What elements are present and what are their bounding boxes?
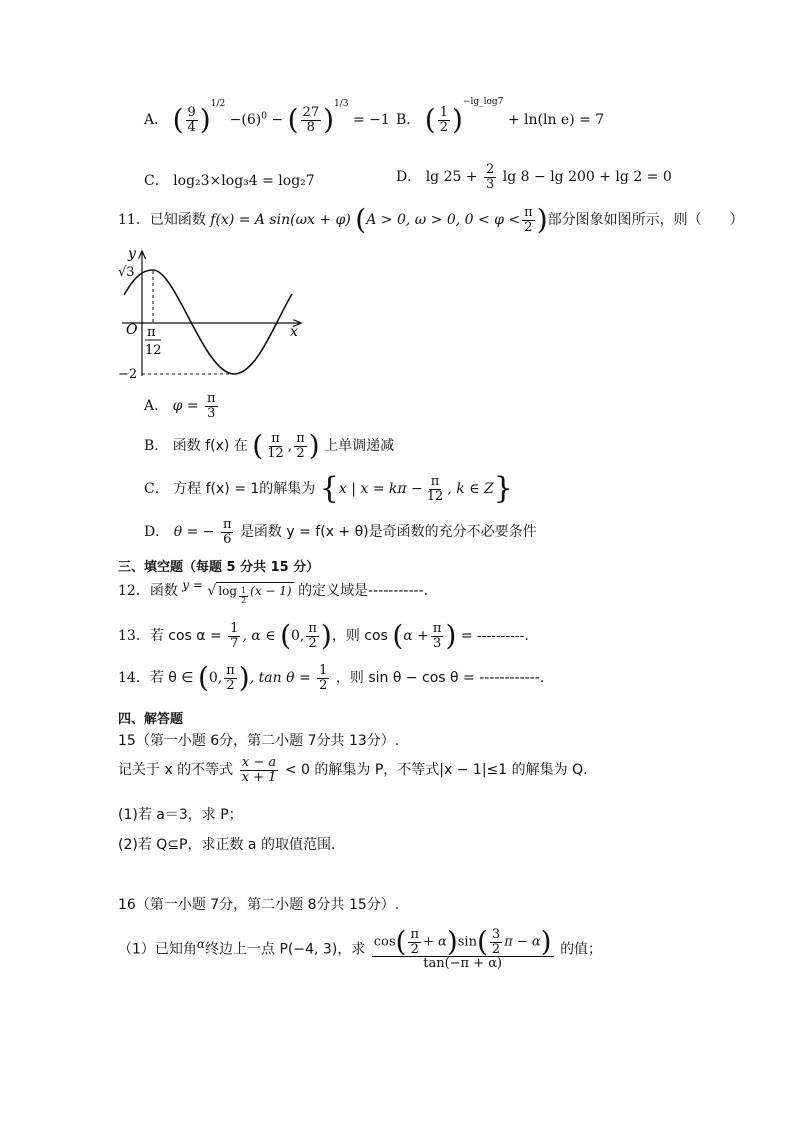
fraction-den: 12 [267, 445, 284, 461]
function-expr: f(x) = A sin(ωx + φ) [210, 212, 351, 229]
term: −(6) [229, 112, 262, 129]
x-axis-label: x [290, 324, 298, 340]
fraction-den: 2 [439, 119, 448, 135]
fraction [408, 928, 421, 956]
fraction-den: 3 [207, 405, 216, 421]
fraction [431, 622, 444, 650]
term: 若 cos α = [149, 628, 222, 645]
q15-heading: 15（第一小题 6分，第二小题 7分共 13分）. [118, 733, 400, 749]
term: , k ∈ Z [447, 481, 494, 497]
fraction-den: 3 [433, 635, 442, 651]
term: ，则 cos [331, 628, 388, 645]
fraction-den: 12 [426, 488, 444, 504]
term: + α [423, 934, 447, 950]
paren-right: ) [540, 925, 552, 959]
origin-label: O [126, 322, 138, 338]
fraction [239, 587, 248, 605]
term: 0, [208, 670, 223, 687]
paren-right: ) [199, 103, 211, 137]
paren-right: ) [536, 203, 548, 237]
paren-left: ( [395, 925, 407, 959]
term: α + [403, 628, 429, 645]
fraction-num: π [296, 431, 305, 446]
term: 的定义域是-----------. [298, 583, 429, 599]
q10-option-c [144, 170, 315, 190]
term: 方程 f(x) = 1的解集为 [173, 481, 316, 497]
option-label: C． [144, 481, 169, 497]
term: = ----------. [460, 628, 529, 645]
paren-left: ( [280, 619, 291, 653]
fraction-num: π [524, 205, 533, 220]
q15-part1: (1)若 a＝3，求 P； [118, 807, 243, 823]
fraction [224, 664, 237, 692]
paren-right: ) [451, 103, 463, 137]
sine-curve [124, 270, 292, 374]
fraction-num: 1 [439, 105, 448, 120]
fraction [265, 432, 286, 460]
fraction [306, 622, 319, 650]
q16-part1 [118, 925, 603, 972]
fraction [317, 664, 329, 692]
sin: sin [457, 934, 477, 950]
fraction-num: 1 [319, 663, 328, 678]
fraction-den: 7 [230, 635, 239, 651]
q10-option-d [396, 163, 672, 191]
paren-left: ( [476, 925, 488, 959]
fraction-den: 3 [486, 176, 495, 192]
term: lg 8 − lg 200 + lg 2 = 0 [502, 169, 672, 186]
fraction-num: π [308, 621, 317, 636]
q10-option-a [144, 99, 390, 137]
fraction-den: 2 [491, 941, 501, 957]
q13 [118, 619, 529, 653]
fraction-num: 2 [486, 162, 495, 177]
option-label: D． [396, 169, 422, 186]
minus: − [271, 112, 284, 129]
fraction [522, 206, 535, 234]
exponent: 1/3 [334, 99, 349, 110]
fraction-den: 2 [319, 677, 328, 693]
question-number: 12． [118, 583, 150, 599]
brace-left: { [319, 471, 339, 506]
term: 记关于 x 的不等式 [118, 762, 234, 779]
term: < 0 的解集为 P，不等式|x − 1|≤1 的解集为 Q. [284, 762, 588, 779]
term: 终边上一点 P(−4, 3)，求 [205, 941, 366, 958]
fraction-den: 8 [306, 119, 315, 135]
sine-graph [112, 244, 312, 382]
fraction-den: 2 [226, 677, 235, 693]
fraction-num: π [222, 517, 232, 532]
option-label: C． [144, 173, 169, 189]
fraction [240, 756, 279, 784]
term: y = [182, 578, 203, 592]
exponent: −lg_log7 [462, 97, 504, 108]
fraction-num: π [207, 391, 216, 406]
q11-option-a [144, 392, 220, 420]
brace-right: } [493, 471, 513, 506]
term: ，则 sin θ − cos θ = ------------. [335, 670, 545, 687]
term: φ = [172, 398, 199, 415]
paren-right: ) [308, 429, 320, 463]
paren-right: ) [445, 619, 457, 653]
paren-right: ) [320, 619, 332, 653]
argument: (x − 1) [250, 584, 292, 598]
paren-left: ( [197, 661, 209, 695]
expression: log₂3×log₃4 = log₂7 [173, 173, 315, 189]
fraction-num: π [410, 927, 420, 942]
fraction [438, 106, 450, 134]
fraction-num: x − a [241, 755, 277, 770]
paren-right: ) [323, 103, 335, 137]
fraction-num [372, 925, 554, 959]
fraction-num: π [226, 663, 235, 678]
fraction [484, 163, 496, 191]
fraction [205, 392, 218, 420]
rhs: = −1 [352, 112, 390, 129]
big-fraction [372, 925, 554, 972]
term: 函数 [149, 583, 178, 599]
option-label: A． [144, 398, 169, 415]
term: 上单调递减 [324, 438, 395, 455]
fraction-num: π [430, 473, 440, 489]
cos: cos [373, 934, 396, 950]
term: 若 θ ∈ [149, 670, 194, 687]
fraction-num: π [432, 621, 442, 636]
condition: A > 0, ω > 0, 0 < φ < [366, 212, 521, 229]
q11-stem [118, 203, 744, 237]
term: （1）已知角 [118, 941, 197, 958]
fraction-den: tan(−π + α) [423, 956, 503, 972]
x-tick-num: π [147, 325, 156, 340]
q12 [118, 580, 428, 605]
paren-left: ( [355, 203, 367, 237]
y-min-label: −2 [118, 367, 138, 382]
fraction [228, 622, 240, 650]
y-axis-label: y [128, 246, 136, 262]
fraction [294, 432, 307, 460]
term: 函数 f(x) 在 [172, 438, 248, 455]
fraction-num: 27 [302, 105, 320, 120]
option-label: B． [396, 112, 421, 129]
question-number: 13． [118, 628, 150, 645]
exponent: 0 [261, 111, 267, 122]
stem-text: 已知函数 [149, 212, 206, 229]
fraction-num: 1 [230, 621, 239, 636]
y-max-label: √3 [118, 265, 135, 280]
alpha: α [196, 936, 206, 951]
section-3-heading: 三、填空题（每题 5 分共 15 分） [118, 560, 320, 575]
fraction [301, 106, 322, 134]
term: x | x = kπ − [338, 481, 423, 497]
question-number: 14． [118, 670, 150, 687]
x-tick-den: 12 [145, 343, 162, 358]
fraction-den: 2 [308, 635, 317, 651]
q15-line1 [118, 756, 588, 784]
fraction [221, 518, 234, 546]
radicand [216, 582, 293, 605]
fraction-den: 4 [187, 119, 196, 135]
q11-option-c [144, 471, 513, 506]
term: 的值； [560, 941, 603, 958]
fraction-den: 6 [223, 531, 232, 547]
paren-left: ( [392, 619, 404, 653]
paren-left: ( [287, 103, 299, 137]
term: 是函数 y = f(x + θ)是奇函数的充分不必要条件 [239, 524, 537, 541]
fraction-num: 3 [491, 927, 501, 942]
term: 0, [291, 628, 305, 645]
exponent: 1/2 [210, 99, 226, 110]
log: log [218, 584, 238, 598]
q15-part2: (2)若 Q⊆P，求正数 a 的取值范围. [118, 837, 336, 853]
question-number: 11． [118, 212, 150, 229]
term: , tan θ = [249, 670, 311, 687]
rest: + ln(ln e) = 7 [507, 112, 605, 129]
section-4-heading: 四、解答题 [118, 712, 184, 727]
sqrt-sign: √ [207, 583, 217, 599]
term: , α ∈ [242, 628, 276, 645]
paren-left: ( [172, 103, 184, 137]
q10-option-b [396, 97, 605, 137]
q14 [118, 661, 545, 695]
paren-right: ) [238, 661, 250, 695]
stem-text: 部分图象如图所示，则（ ） [547, 212, 744, 229]
q11-option-b: B． 函数 f(x) 在 ( $\frac{\pi}{12}$ , $\frac{\pi}{2}$ ) 上单调递减 [144, 429, 395, 463]
fraction [490, 928, 502, 956]
option-label: A． [144, 112, 169, 129]
fraction [186, 106, 198, 134]
term: θ = − [173, 524, 215, 541]
fraction-num: π [271, 431, 280, 446]
q16-heading: 16（第一小题 7分，第二小题 8分共 15分）. [118, 897, 400, 913]
fraction-den: 2 [524, 219, 533, 235]
fraction-den: 2 [296, 445, 305, 461]
paren-left: ( [424, 103, 436, 137]
term: lg 25 + [425, 169, 478, 186]
fraction-den: 2 [241, 595, 247, 605]
fraction-num: 9 [187, 105, 196, 120]
fraction-den: 2 [410, 941, 419, 957]
fraction [425, 475, 446, 503]
fraction-num: 1 [241, 586, 247, 596]
term: π − α [504, 934, 541, 950]
paren-left: ( [252, 429, 264, 463]
fraction-den: x + 1 [241, 769, 277, 785]
q11-option-d [144, 518, 537, 546]
paren-right: ) [446, 925, 458, 959]
option-label: D． [144, 524, 170, 541]
option-label: B． [144, 438, 169, 455]
